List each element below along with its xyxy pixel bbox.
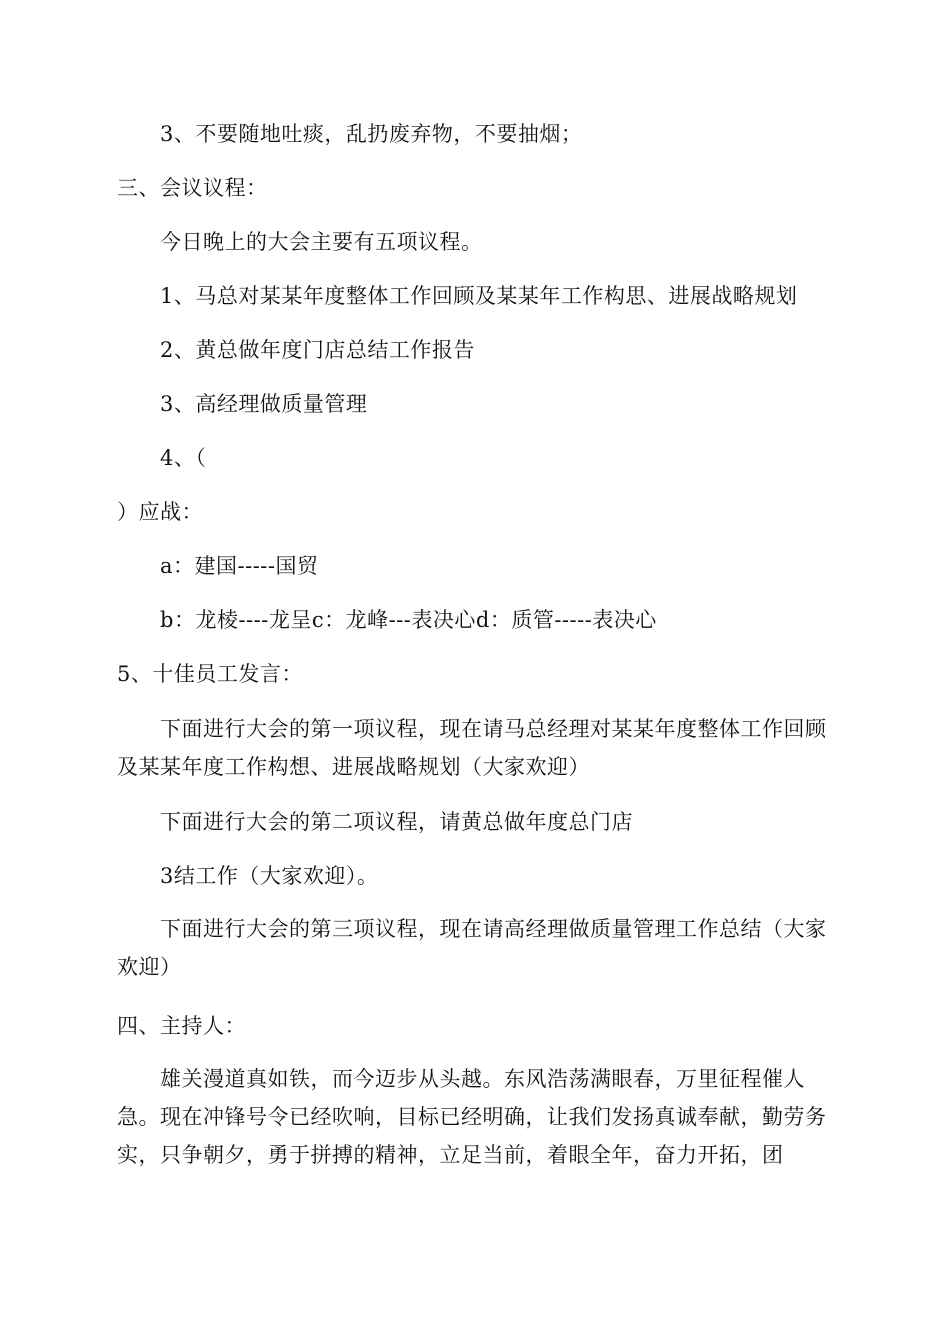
paragraph-second-agenda: 下面进行大会的第二项议程，请黄总做年度总门店 — [160, 810, 633, 834]
paragraph-host-speech-text: 雄关漫道真如铁，而今迈步从头越。东风浩荡满眼春，万里征程催人急。现在冲锋号令已经吹响，目标已经明确，让我们发扬真诚奉献，勤劳务实，只争朝夕，勇于拼搏的精神，立足当前，着眼全年，奋力开拓，团 — [117, 1067, 827, 1167]
paragraph-second-agenda-continued: 3结工作（大家欢迎）。 — [160, 864, 379, 888]
agenda-item-4: 4、（ — [160, 446, 207, 470]
agenda-item-2: 2、黄总做年度门店总结工作报告 — [160, 338, 475, 362]
agenda-item-3: 3、高经理做质量管理 — [160, 392, 368, 416]
agenda-item-5: 5、十佳员工发言： — [117, 662, 303, 686]
paragraph-first-agenda — [117, 710, 833, 786]
challenge-b-c-d: b：龙棱----龙呈c：龙峰---表决心d：质管-----表决心 — [160, 608, 657, 632]
agenda-intro: 今日晚上的大会主要有五项议程。 — [160, 230, 483, 254]
paragraph-third-agenda — [117, 910, 833, 986]
agenda-item-1: 1、马总对某某年度整体工作回顾及某某年工作构思、进展战略规划 — [160, 284, 798, 308]
agenda-item-4-continued: ）应战： — [117, 500, 203, 524]
rule-3-line: 3、不要随地吐痰，乱扔废弃物，不要抽烟； — [160, 122, 583, 146]
section-3-heading: 三、会议议程： — [117, 176, 268, 200]
paragraph-host-speech — [117, 1060, 833, 1174]
section-4-heading: 四、主持人： — [117, 1014, 246, 1038]
challenge-a: a：建国-----国贸 — [160, 554, 319, 578]
paragraph-third-agenda-text: 下面进行大会的第三项议程，现在请高经理做质量管理工作总结（大家欢迎） — [117, 917, 827, 979]
paragraph-first-agenda-text: 下面进行大会的第一项议程，现在请马总经理对某某年度整体工作回顾及某某年度工作构想、进展战略规划（大家欢迎） — [117, 717, 827, 779]
